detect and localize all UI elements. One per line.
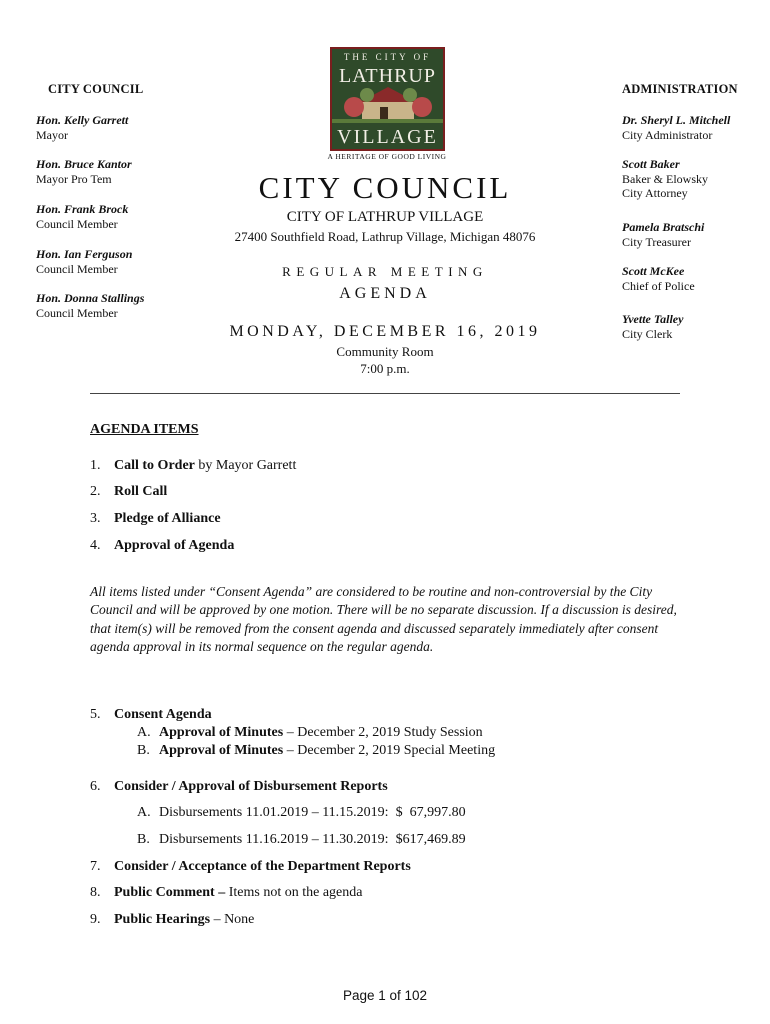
admin-member <box>622 264 695 293</box>
member-role: City Clerk <box>622 326 673 341</box>
item-number: 2. <box>90 484 101 499</box>
svg-text:THE CITY OF: THE CITY OF <box>343 52 432 62</box>
agenda-item <box>90 538 234 554</box>
city-logo <box>330 47 445 151</box>
subitem-title: Approval of Minutes <box>159 743 284 758</box>
member-role: Mayor Pro Tem <box>36 171 112 186</box>
council-member <box>36 291 144 320</box>
agenda-label: AGENDA <box>339 285 431 302</box>
member-name: Dr. Sheryl L. Mitchell <box>622 113 731 127</box>
subitem-detail: Disbursements 11.16.2019 – 11.30.2019: $617,469.89 <box>159 832 466 847</box>
city-logo-graphic <box>332 49 443 149</box>
item-number: 5. <box>90 707 101 722</box>
member-name: Hon. Kelly Garrett <box>36 113 129 127</box>
agenda-items-heading: AGENDA ITEMS <box>90 422 199 437</box>
member-role: City Treasurer <box>622 234 691 249</box>
agenda-item <box>90 511 221 527</box>
subitem-letter: A. <box>137 725 151 740</box>
member-role: City Administrator <box>622 127 713 142</box>
item-title: Consider / Approval of Disbursement Reports <box>114 779 388 794</box>
subitem-letter: B. <box>137 743 150 758</box>
item-title: Approval of Agenda <box>114 538 235 553</box>
member-name: Pamela Bratschi <box>622 220 705 234</box>
agenda-item <box>90 707 212 723</box>
agenda-item <box>90 859 411 875</box>
page-title: CITY COUNCIL <box>258 170 512 205</box>
item-number: 7. <box>90 859 101 874</box>
item-title: Public Hearings <box>114 912 211 927</box>
agenda-subitem <box>137 805 466 821</box>
city-name <box>200 209 570 226</box>
svg-text:LATHRUP: LATHRUP <box>338 65 437 87</box>
member-name: Hon. Ian Ferguson <box>36 247 133 261</box>
administration-heading: ADMINISTRATION <box>622 82 738 96</box>
item-title: Consent Agenda <box>114 707 212 722</box>
svg-text:VILLAGE: VILLAGE <box>337 126 438 148</box>
item-number: 9. <box>90 912 101 927</box>
city-council-heading: CITY COUNCIL <box>48 82 144 96</box>
member-role: Council Member <box>36 261 118 276</box>
agenda-subitem <box>137 743 495 759</box>
item-detail: – None <box>210 912 255 927</box>
agenda-item <box>90 779 388 795</box>
item-detail: Items not on the agenda <box>225 885 363 900</box>
member-name: Yvette Talley <box>622 312 684 326</box>
member-name: Scott Baker <box>622 157 680 171</box>
item-title: Public Comment – <box>114 885 226 900</box>
agenda-item <box>90 912 254 928</box>
agenda-item <box>90 484 167 500</box>
agenda-item <box>90 885 362 901</box>
agenda-item <box>90 458 296 474</box>
item-number: 8. <box>90 885 101 900</box>
meeting-time: 7:00 p.m. <box>360 361 410 376</box>
member-role: Mayor <box>36 127 68 142</box>
member-firm: Baker & Elowsky <box>622 171 708 186</box>
page-number: Page 1 of 102 <box>342 988 428 1003</box>
member-role: City Attorney <box>622 186 688 200</box>
meeting-room: Community Room <box>336 344 434 359</box>
admin-member <box>622 113 730 142</box>
council-member <box>36 113 128 142</box>
item-title: Call to Order <box>114 458 195 473</box>
logo-tagline: A HERITAGE OF GOOD LIVING <box>327 152 447 161</box>
council-member <box>36 247 132 276</box>
consent-agenda-note: All items listed under “Consent Agenda” are considered to be routine and non-controversial by the City Council and will be approved by one motion. There will be no separate discussion. If a discussion is desired, that item(s) will be removed from the consent agenda and discussed separately immediately after consent agenda approval in its normal sequence on the regular agenda. <box>90 584 677 654</box>
agenda-subitem <box>137 832 466 848</box>
item-detail: by Mayor Garrett <box>194 458 297 473</box>
item-title: Pledge of Alliance <box>114 511 221 526</box>
item-title: Roll Call <box>114 484 168 499</box>
subitem-letter: A. <box>137 805 151 820</box>
divider-line <box>90 393 680 394</box>
member-role: Chief of Police <box>622 278 695 293</box>
item-title: Consider / Acceptance of the Department Reports <box>114 859 411 874</box>
member-role: Council Member <box>36 216 118 231</box>
item-number: 1. <box>90 458 101 473</box>
admin-member <box>622 220 704 249</box>
regular-meeting-label: REGULAR MEETING <box>282 264 488 279</box>
item-number: 6. <box>90 779 101 794</box>
member-name: Hon. Donna Stallings <box>36 291 145 305</box>
subitem-detail: Disbursements 11.01.2019 – 11.15.2019: $ 67,997.80 <box>159 805 466 820</box>
subitem-detail: – December 2, 2019 Study Session <box>283 725 483 740</box>
subitem-detail: – December 2, 2019 Special Meeting <box>283 743 496 758</box>
admin-member <box>622 312 683 341</box>
meeting-date: MONDAY, DECEMBER 16, 2019 <box>229 323 541 340</box>
member-name: Hon. Frank Brock <box>36 202 129 216</box>
subitem-letter: B. <box>137 832 150 847</box>
item-number: 4. <box>90 538 101 553</box>
council-member <box>36 157 132 186</box>
admin-member <box>622 157 708 201</box>
member-name: Scott McKee <box>622 264 685 278</box>
subitem-title: Approval of Minutes <box>159 725 284 740</box>
member-role: Council Member <box>36 305 118 320</box>
council-member <box>36 202 128 231</box>
member-name: Hon. Bruce Kantor <box>36 157 132 171</box>
address: 27400 Southfield Road, Lathrup Village, Michigan 48076 <box>234 229 536 244</box>
city-name-text: CITY OF LATHRUP VILLAGE <box>286 209 484 225</box>
item-number: 3. <box>90 511 101 526</box>
agenda-subitem <box>137 725 483 741</box>
